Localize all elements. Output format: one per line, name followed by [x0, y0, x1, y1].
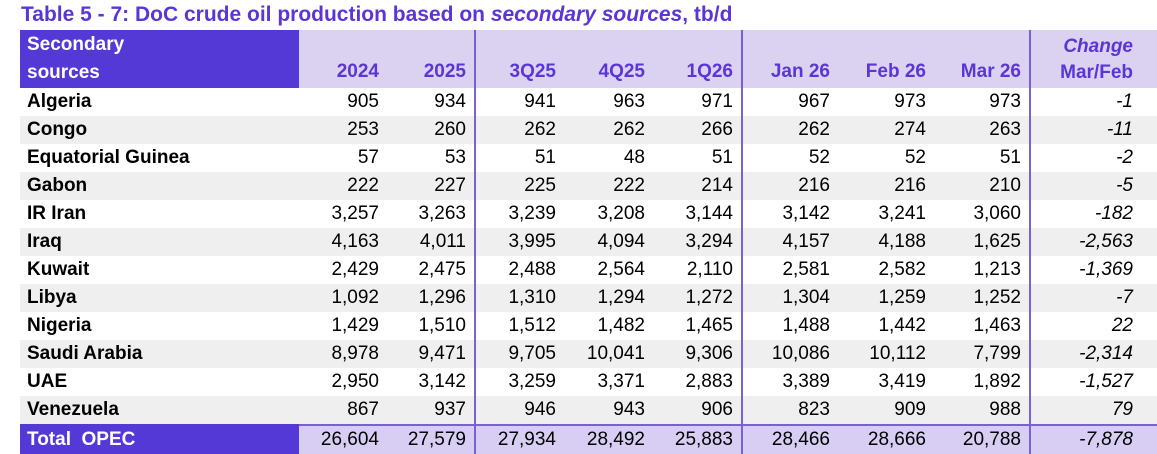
- value-cell: 3,239: [508, 203, 556, 224]
- row-label: Congo: [27, 119, 88, 140]
- value-cell: 3,371: [597, 371, 645, 392]
- value-cell: 227: [387, 172, 475, 200]
- value-cell: 3,142: [782, 203, 830, 224]
- value-cell: 10,112: [869, 343, 926, 364]
- value-cell: 973: [934, 88, 1030, 116]
- row-label: IR Iran: [27, 203, 87, 224]
- title-suffix: , tb/d: [682, 3, 733, 26]
- value-cell: 10,086: [771, 343, 830, 364]
- value-cell: 225: [524, 175, 556, 196]
- value-cell: 3,241: [878, 203, 926, 224]
- column-header-mar26: Mar 26: [934, 30, 1030, 88]
- value-cell: 971: [653, 88, 742, 116]
- value-cell: 1,429: [331, 315, 379, 336]
- value-cell: 262: [798, 119, 830, 140]
- value-cell: 973: [894, 91, 926, 112]
- value-cell: 52: [904, 147, 926, 168]
- change-cell: -1,527: [1079, 371, 1133, 392]
- value-cell: 210: [934, 172, 1030, 200]
- value-cell: 867: [347, 399, 379, 420]
- value-cell: 941: [524, 91, 556, 112]
- value-cell: 2,429: [331, 259, 379, 280]
- value-cell: 1,296: [387, 284, 475, 312]
- value-cell: 3,257: [331, 203, 379, 224]
- value-cell: 253: [347, 119, 379, 140]
- value-cell: 3,419: [878, 371, 926, 392]
- column-header-2025: 2025: [387, 30, 475, 88]
- value-cell: 1,304: [782, 287, 830, 308]
- value-cell: 9,705: [508, 343, 556, 364]
- column-header-4q25: 4Q25: [564, 30, 653, 88]
- table-row: [20, 340, 1157, 368]
- value-cell: 1,213: [934, 256, 1030, 284]
- value-cell: 3,263: [387, 200, 475, 228]
- change-cell: -5: [1116, 175, 1133, 196]
- row-label: Kuwait: [27, 259, 90, 280]
- table-row: [20, 200, 1157, 228]
- total-label: Total OPEC: [20, 425, 299, 454]
- change-header-label: Change: [1063, 36, 1133, 57]
- value-cell: 823: [798, 399, 830, 420]
- value-cell: 1,465: [653, 312, 742, 340]
- value-cell: 10,041: [586, 343, 645, 364]
- table-row: [20, 172, 1157, 200]
- value-cell: 937: [387, 396, 475, 425]
- value-cell: 1,482: [597, 315, 645, 336]
- value-cell: 3,995: [508, 231, 556, 252]
- row-label: Algeria: [27, 91, 92, 112]
- value-cell: 3,142: [387, 368, 475, 396]
- value-cell: 51: [934, 144, 1030, 172]
- table-row: [20, 88, 1157, 116]
- value-cell: 3,060: [934, 200, 1030, 228]
- title-italic-part: secondary sources: [490, 3, 683, 26]
- row-label: Nigeria: [27, 315, 92, 336]
- value-cell: 266: [653, 116, 742, 144]
- value-cell: 222: [347, 175, 379, 196]
- value-cell: 3,259: [508, 371, 556, 392]
- row-label: Saudi Arabia: [27, 343, 143, 364]
- table-row: [20, 312, 1157, 340]
- total-value-cell: 26,604: [299, 425, 387, 454]
- value-cell: 1,625: [934, 228, 1030, 256]
- change-cell: -182: [1094, 203, 1133, 224]
- change-header-sublabel: Mar/Feb: [1060, 62, 1133, 83]
- title-prefix: Table 5 - 7: DoC crude oil production based on: [21, 3, 491, 26]
- header-row: [20, 30, 1157, 88]
- total-value-cell: 28,666: [838, 425, 934, 454]
- value-cell: 52: [808, 147, 830, 168]
- row-label: Iraq: [27, 231, 62, 252]
- value-cell: 1,252: [934, 284, 1030, 312]
- value-cell: 1,272: [653, 284, 742, 312]
- column-header-secondary-sources: [20, 30, 299, 88]
- value-cell: 934: [387, 88, 475, 116]
- total-value-cell: 27,579: [387, 425, 475, 454]
- header-label-line2: sources: [27, 62, 100, 83]
- value-cell: 1,892: [934, 368, 1030, 396]
- change-cell: -1: [1116, 91, 1133, 112]
- value-cell: 57: [357, 147, 379, 168]
- value-cell: 222: [613, 175, 645, 196]
- total-value-cell: 28,492: [564, 425, 653, 454]
- production-table: [20, 30, 1157, 454]
- change-cell: 79: [1111, 399, 1133, 420]
- change-cell: -7: [1116, 287, 1133, 308]
- value-cell: 274: [894, 119, 926, 140]
- value-cell: 3,208: [597, 203, 645, 224]
- value-cell: 260: [387, 116, 475, 144]
- value-cell: 909: [894, 399, 926, 420]
- value-cell: 9,306: [653, 340, 742, 368]
- value-cell: 262: [524, 119, 556, 140]
- row-label: Gabon: [27, 175, 88, 196]
- change-cell: -2,314: [1079, 343, 1133, 364]
- value-cell: 946: [524, 399, 556, 420]
- value-cell: 1,310: [508, 287, 556, 308]
- table-row: [20, 116, 1157, 144]
- value-cell: 906: [653, 396, 742, 425]
- column-header-2024: 2024: [299, 30, 387, 88]
- value-cell: 7,799: [934, 340, 1030, 368]
- change-cell: 22: [1111, 315, 1133, 336]
- column-header-1q26: 1Q26: [653, 30, 742, 88]
- value-cell: 263: [934, 116, 1030, 144]
- value-cell: 4,188: [878, 231, 926, 252]
- value-cell: 1,294: [597, 287, 645, 308]
- value-cell: 1,259: [878, 287, 926, 308]
- total-change-cell: -7,878: [1030, 425, 1157, 454]
- value-cell: 943: [613, 399, 645, 420]
- column-header-change: [1030, 30, 1157, 88]
- value-cell: 2,475: [387, 256, 475, 284]
- page-title: [0, 0, 1157, 30]
- table-row: [20, 284, 1157, 312]
- value-cell: 216: [798, 175, 830, 196]
- value-cell: 262: [613, 119, 645, 140]
- value-cell: 9,471: [387, 340, 475, 368]
- value-cell: 53: [387, 144, 475, 172]
- value-cell: 2,582: [878, 259, 926, 280]
- value-cell: 1,442: [878, 315, 926, 336]
- value-cell: 51: [653, 144, 742, 172]
- value-cell: 2,950: [331, 371, 379, 392]
- row-label: Equatorial Guinea: [27, 147, 190, 168]
- change-cell: -2: [1116, 147, 1133, 168]
- table-body: [20, 88, 1157, 425]
- value-cell: 214: [653, 172, 742, 200]
- table-row: [20, 144, 1157, 172]
- value-cell: 3,389: [782, 371, 830, 392]
- total-value-cell: 27,934: [475, 425, 564, 454]
- row-label: Libya: [27, 287, 77, 308]
- change-cell: -2,563: [1079, 231, 1133, 252]
- value-cell: 963: [613, 91, 645, 112]
- column-header-jan26: Jan 26: [742, 30, 838, 88]
- value-cell: 1,488: [782, 315, 830, 336]
- value-cell: 1,092: [331, 287, 379, 308]
- value-cell: 1,512: [508, 315, 556, 336]
- value-cell: 216: [894, 175, 926, 196]
- value-cell: 51: [534, 147, 556, 168]
- total-value-cell: 25,883: [653, 425, 742, 454]
- value-cell: 8,978: [331, 343, 379, 364]
- column-header-3q25: 3Q25: [475, 30, 564, 88]
- value-cell: 967: [798, 91, 830, 112]
- table-row: [20, 256, 1157, 284]
- value-cell: 988: [934, 396, 1030, 425]
- value-cell: 1,463: [934, 312, 1030, 340]
- table-row: [20, 228, 1157, 256]
- header-label-line1: Secondary: [27, 34, 125, 55]
- value-cell: 48: [623, 147, 645, 168]
- change-cell: -11: [1106, 119, 1133, 140]
- value-cell: 2,488: [508, 259, 556, 280]
- value-cell: 3,294: [653, 228, 742, 256]
- value-cell: 2,883: [653, 368, 742, 396]
- row-label: Venezuela: [27, 399, 119, 420]
- total-value-cell: 20,788: [934, 425, 1030, 454]
- table-row: [20, 368, 1157, 396]
- value-cell: 1,510: [387, 312, 475, 340]
- total-value-cell: 28,466: [742, 425, 838, 454]
- value-cell: 2,564: [597, 259, 645, 280]
- value-cell: 905: [347, 91, 379, 112]
- value-cell: 4,163: [331, 231, 379, 252]
- column-header-feb26: Feb 26: [838, 30, 934, 88]
- value-cell: 4,157: [782, 231, 830, 252]
- row-label: UAE: [27, 371, 68, 392]
- value-cell: 2,581: [782, 259, 830, 280]
- value-cell: 3,144: [653, 200, 742, 228]
- value-cell: 4,094: [597, 231, 645, 252]
- value-cell: 4,011: [387, 228, 475, 256]
- table-row: [20, 396, 1157, 425]
- value-cell: 2,110: [653, 256, 742, 284]
- change-cell: -1,369: [1079, 259, 1133, 280]
